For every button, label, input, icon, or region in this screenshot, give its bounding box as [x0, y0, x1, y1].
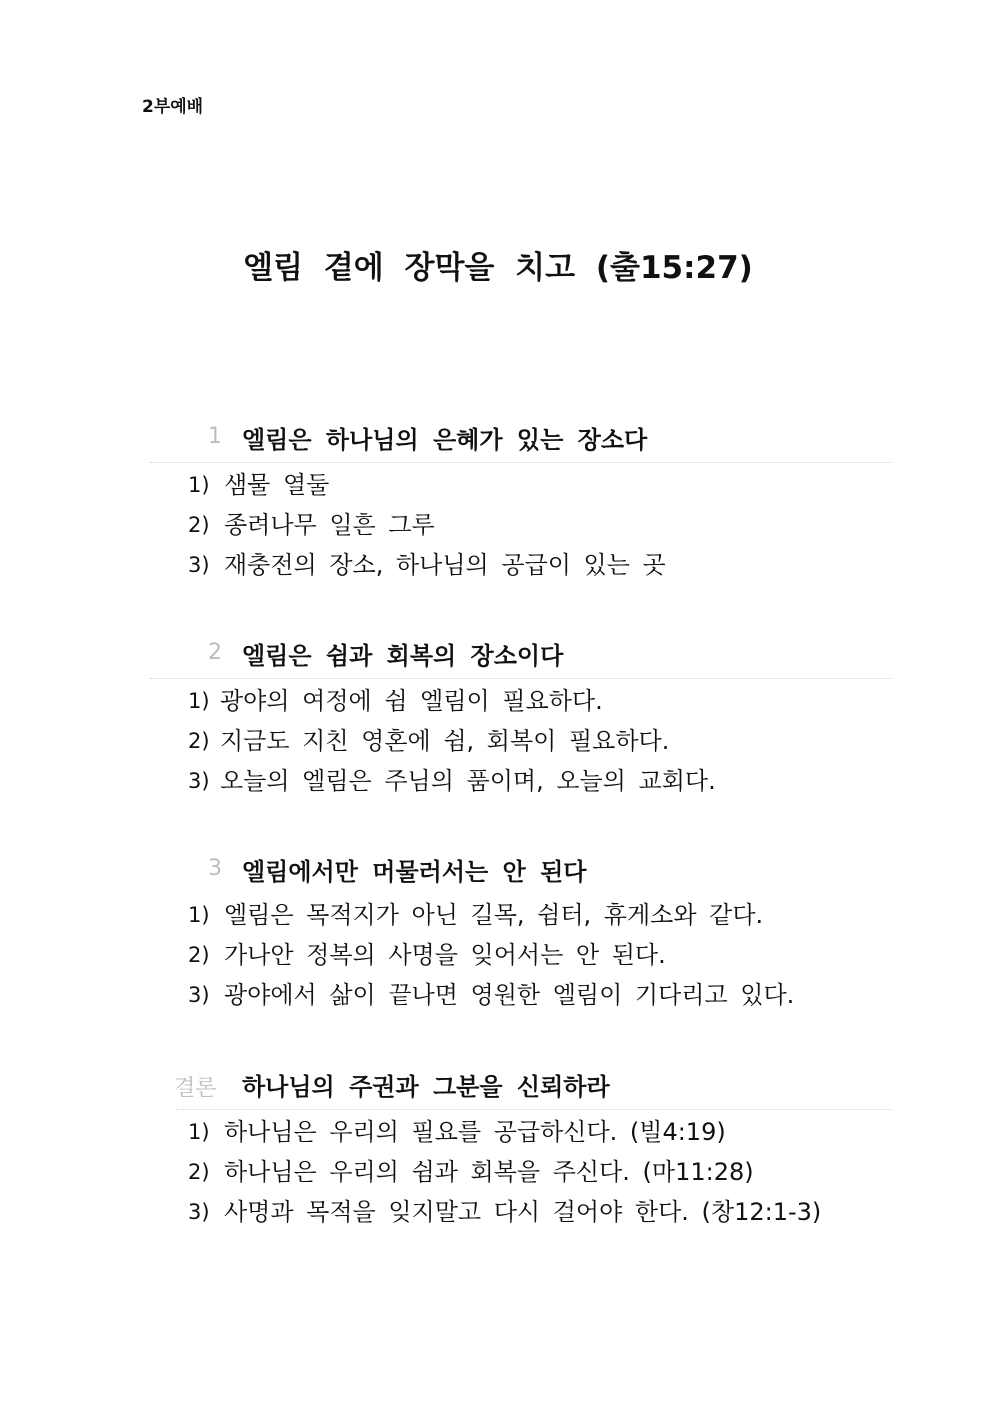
item-text: 오늘의 엘림은 주님의 품이며, 오늘의 교회다.	[220, 767, 716, 795]
section-number: 2	[208, 640, 222, 665]
item-number: 1)	[188, 689, 210, 713]
item-text: 가나안 정복의 사명을 잊어서는 안 된다.	[224, 941, 666, 969]
item-text: 샘물 열둘	[224, 471, 330, 499]
service-label: 2부예배	[142, 97, 204, 117]
item-text: 하나님은 우리의 필요를 공급하신다. (빌4:19)	[224, 1118, 726, 1146]
item-number: 3)	[188, 769, 210, 793]
item-text: 하나님은 우리의 쉼과 회복을 주신다. (마11:28)	[224, 1158, 754, 1186]
list-item	[150, 1192, 892, 1232]
item-number: 2)	[188, 729, 210, 753]
item-number: 1)	[188, 1120, 210, 1144]
item-text: 엘림은 목적지가 아닌 길목, 쉼터, 휴게소와 같다.	[224, 901, 764, 929]
item-number: 3)	[188, 1200, 210, 1224]
item-number: 2)	[188, 943, 210, 967]
section-heading: 엘림은 하나님의 은혜가 있는 장소다	[242, 426, 648, 454]
section-3	[150, 852, 892, 1015]
list-item	[150, 465, 892, 505]
list-item	[150, 721, 892, 761]
list-item	[150, 545, 892, 585]
item-text: 재충전의 장소, 하나님의 공급이 있는 곳	[224, 551, 666, 579]
item-list	[150, 681, 892, 801]
item-text: 종려나무 일흔 그루	[224, 511, 435, 539]
item-list	[150, 895, 892, 1015]
item-list	[150, 465, 892, 585]
list-item	[150, 935, 892, 975]
item-text: 사명과 목적을 잊지말고 다시 걸어야 한다. (창12:1-3)	[224, 1198, 822, 1226]
section-number: 결론	[174, 1076, 217, 1101]
item-number: 2)	[188, 1160, 210, 1184]
item-text: 지금도 지친 영혼에 쉼, 회복이 필요하다.	[220, 727, 670, 755]
section-number: 1	[208, 424, 222, 449]
divider	[150, 462, 892, 463]
item-number: 1)	[188, 903, 210, 927]
item-number: 1)	[188, 473, 210, 497]
item-text: 광야의 여정에 쉼 엘림이 필요하다.	[220, 687, 603, 715]
item-number: 3)	[188, 553, 210, 577]
list-item	[150, 761, 892, 801]
section-2	[150, 636, 892, 801]
item-text: 광야에서 삶이 끝나면 영원한 엘림이 기다리고 있다.	[224, 981, 795, 1009]
list-item	[150, 505, 892, 545]
list-item	[150, 1152, 892, 1192]
item-number: 3)	[188, 983, 210, 1007]
section-heading: 엘림은 쉼과 회복의 장소이다	[242, 642, 564, 670]
list-item	[150, 681, 892, 721]
divider	[176, 1109, 892, 1110]
list-item	[150, 1112, 892, 1152]
section-number: 3	[208, 856, 222, 881]
section-conclusion	[150, 1067, 892, 1232]
list-item	[150, 975, 892, 1015]
section-1	[150, 420, 892, 585]
section-heading: 엘림에서만 머물러서는 안 된다	[242, 858, 587, 886]
item-number: 2)	[188, 513, 210, 537]
sermon-title: 엘림 곁에 장막을 치고 (출15:27)	[243, 250, 753, 286]
section-heading: 하나님의 주권과 그분을 신뢰하라	[242, 1073, 610, 1101]
item-list	[150, 1112, 892, 1232]
list-item	[150, 895, 892, 935]
divider	[150, 678, 892, 679]
